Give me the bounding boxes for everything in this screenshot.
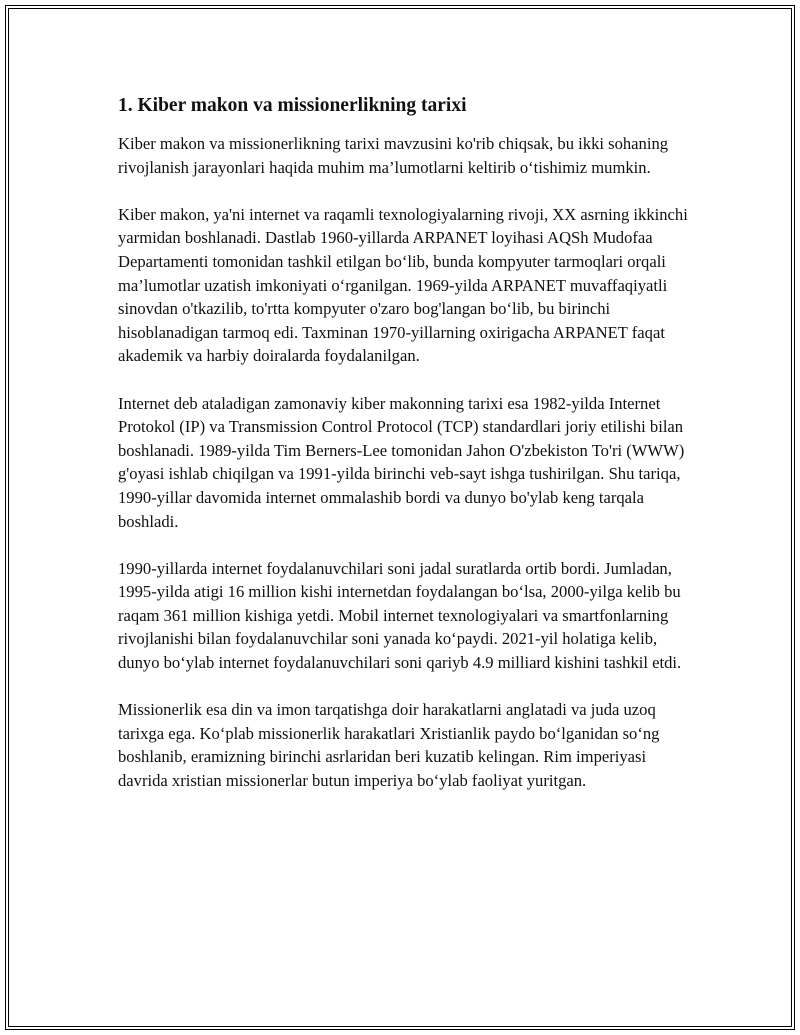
paragraph-user-growth: 1990-yillarda internet foydalanuvchilari soni jadal suratlarda ortib bordi. Jumladan, 1995-yilda atigi 16 million kishi internetdan foydalangan bo‘lsa, 2000-yilga kelib bu raqam 361 million kishiga yetdi. Mobil internet texnologiyalari va smartfonlarning rivojlanishi bilan foydalanuvchilar soni yanada ko‘paydi. 2021-yil holatiga kelib, dunyo bo‘ylab internet foydalanuvchilari soni qariyb 4.9 milliard kishini tashkil etdi.	[118, 558, 682, 673]
paragraph-missionary-history: Missionerlik esa din va imon tarqatishga doir harakatlarni anglatadi va juda uzoq tarixga ega. Ko‘plab missionerlik harakatlari Xristianlik paydo bo‘lganidan so‘ng boshlanib, eramizning birinchi asrlaridan beri kuzatib kelingan. Rim imperiyasi davrida xristian missionerlar butun imperiya bo‘ylab faoliyat yuritgan.	[118, 700, 660, 791]
paragraph-arpanet: Kiber makon, ya'ni internet va raqamli texnologiyalarning rivoji, XX asrning ikkinchi yarmidan boshlanadi. Dastlab 1960-yillarda ARPANET loyihasi AQSh Mudofaa Departamenti tomonidan tashkil etilgan bo‘lib, bunda kompyuter tarmoqlari orqali ma’lumotlar uzatish imkoniyati o‘rganilgan. 1969-yilda ARPANET muvaffaqiyatli sinovdan o'tkazilib, to'rtta kompyuter o'zaro bog'langan bo‘lib, bu birinchi hisoblanadigan tarmoq edi. Taxminan 1970-yillarning oxirigacha ARPANET faqat akademik va harbiy doiralarda foydalanilgan.	[118, 204, 688, 366]
section-heading: 1. Kiber makon va missionerlikning tarixi	[118, 95, 467, 116]
document-body	[118, 94, 698, 816]
paragraph-intro: Kiber makon va missionerlikning tarixi mavzusini ko'rib chiqsak, bu ikki sohaning rivojlanish jarayonlari haqida muhim ma’lumotlarni keltirib o‘tishimiz mumkin.	[118, 134, 669, 177]
paragraph-internet-protocols: Internet deb ataladigan zamonaviy kiber makonning tarixi esa 1982-yilda Internet Protokol (IP) va Transmission Control Protocol (TCP) standardlari joriy etilishi bilan boshlanadi. 1989-yilda Tim Berners-Lee tomonidan Jahon O'zbekiston To'ri (WWW) g'oyasi ishlab chiqilgan va 1991-yilda birinchi veb-sayt ishga tushirilgan. Shu tariqa, 1990-yillar davomida internet ommalashib bordi va dunyo bo'ylab keng tarqala boshladi.	[118, 393, 685, 531]
